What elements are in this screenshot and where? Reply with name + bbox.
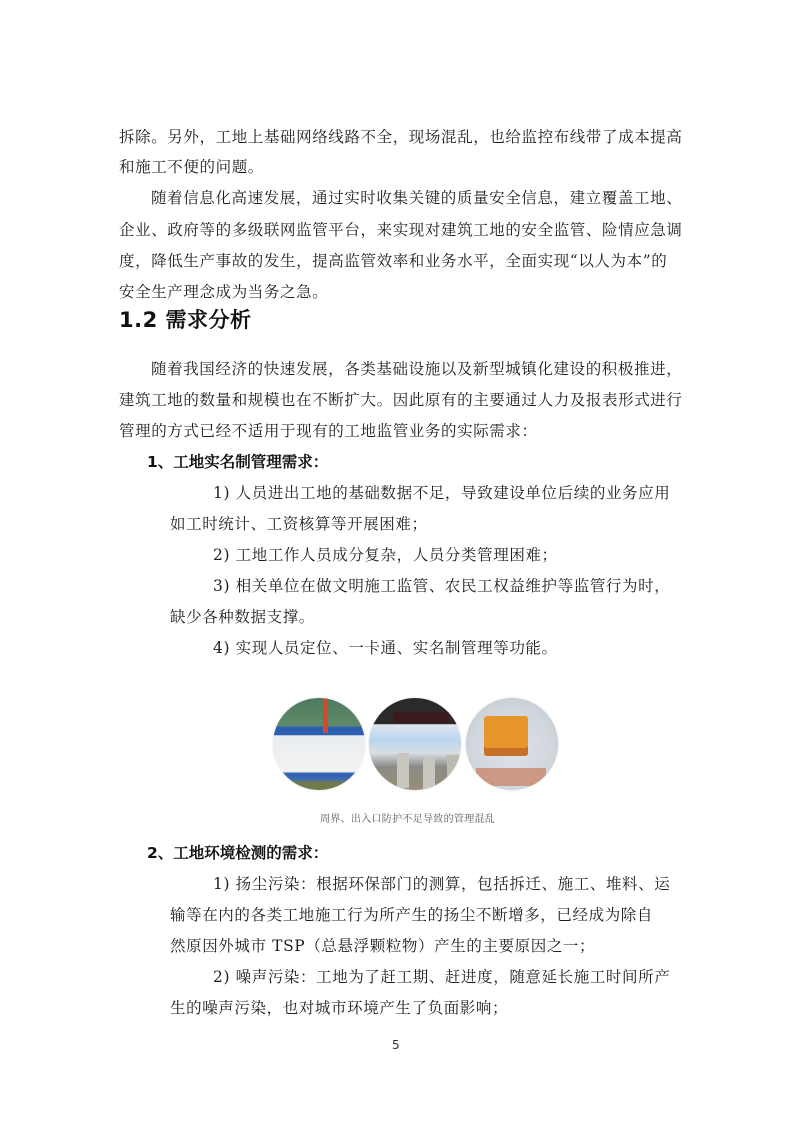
list-item-line: 1) 人员进出工地的基础数据不足，导致建设单位后续的业务应用 [213,484,671,502]
list-item-line: 缺少各种数据支撑。 [170,608,315,626]
body-text-line: 管理的方式已经不适用于现有的工地监管业务的实际需求： [119,422,538,440]
body-text-line: 度，降低生产事故的发生，提高监管效率和业务水平，全面实现“以人为本”的 [119,252,668,270]
photo-vehicle-wash [466,698,558,790]
subsection-title: 2、工地环境检测的需求： [147,844,329,862]
figure-caption: 周界、出入口防护不足导致的管理混乱 [320,814,496,825]
body-text-line: 和施工不便的问题。 [119,158,264,176]
list-item-line: 然原因外城市 TSP（总悬浮颗粒物）产生的主要原因之一； [170,937,596,955]
photo-entrance-gate [369,698,461,790]
body-text-line: 企业、政府等的多级联网监管平台，来实现对建筑工地的安全监管、险情应急调 [119,221,683,239]
photo-site-fence [273,698,365,790]
list-item-line: 1) 扬尘污染：根据环保部门的测算，包括拆迁、施工、堆料、运 [213,875,671,893]
figure-image-group [270,698,560,798]
list-item-line: 2) 工地工作人员成分复杂，人员分类管理困难； [213,546,558,564]
list-item-line: 生的噪声污染，也对城市环境产生了负面影响； [170,999,509,1017]
body-text-line: 随着我国经济的快速发展，各类基础设施以及新型城镇化建设的积极推进， [151,360,683,378]
list-item-line: 如工时统计、工资核算等开展困难； [170,515,428,533]
page-number: 5 [392,1038,400,1052]
subsection-title: 1、工地实名制管理需求： [147,453,329,471]
body-text-line: 安全生产理念成为当务之急。 [119,283,329,301]
body-text-line: 建筑工地的数量和规模也在不断扩大。因此原有的主要通过人力及报表形式进行 [119,391,683,409]
list-item-line: 3) 相关单位在做文明施工监管、农民工权益维护等监管行为时， [213,577,671,595]
body-text-line: 拆除。另外，工地上基础网络线路不全，现场混乱，也给监控布线带了成本提高 [119,128,683,146]
list-item-line: 2) 噪声污染：工地为了赶工期、赶进度，随意延长施工时间所产 [213,968,671,986]
section-heading: 1.2 需求分析 [119,308,252,332]
body-text-line: 随着信息化高速发展，通过实时收集关键的质量安全信息，建立覆盖工地、 [151,189,683,207]
list-item-line: 输等在内的各类工地施工行为所产生的扬尘不断增多，已经成为除自 [170,906,654,924]
list-item-line: 4) 实现人员定位、一卡通、实名制管理等功能。 [213,639,558,657]
